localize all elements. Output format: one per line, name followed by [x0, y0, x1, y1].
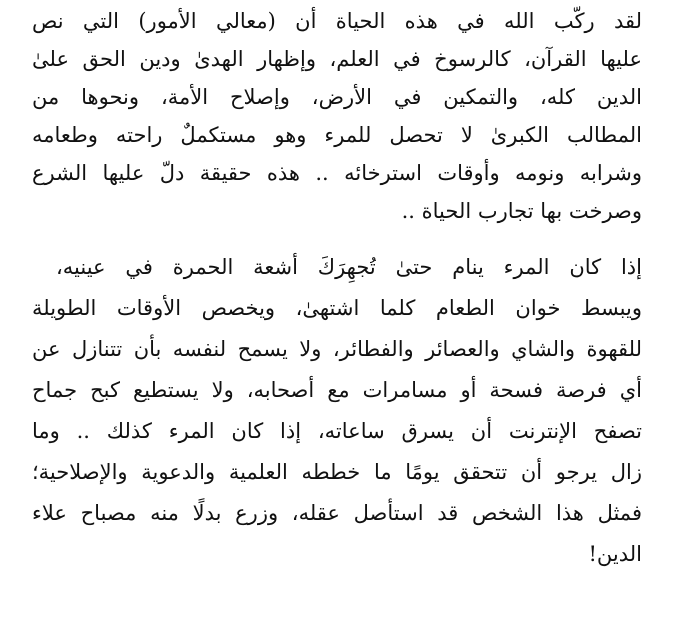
text-line: عليها القرآن، كالرسوخ في العلم، وإظهار الهدىٰ ودين الحق علىٰ	[32, 47, 642, 71]
text-line: ويبسط خوان الطعام كلما اشتهىٰ، ويخصص الأوقات الطويلة	[32, 296, 642, 320]
text-line: للقهوة والشاي والعصائر والفطائر، ولا يسمح لنفسه بأن تتنازل عن	[32, 337, 642, 361]
text-line: وشرابه ونومه وأوقات استرخائه .. هذه حقيقة دلّ عليها الشرع	[32, 161, 642, 185]
text-line: الدين!	[588, 542, 642, 566]
text-line: وصرخت بها تجارب الحياة ..	[401, 199, 642, 223]
text-line: إذا كان المرء ينام حتىٰ تُجهِرَكَ أشعة الحمرة في عينيه،	[56, 255, 642, 279]
text-line: أي فرصة فسحة أو مسامرات مع أصحابه، ولا يستطيع كبح جماح	[32, 378, 642, 402]
text-line: لقد ركّب الله في هذه الحياة أن (معالي الأمور) التي نص	[32, 9, 642, 33]
text-line: فمثل هذا الشخص قد استأصل عقله، وزرع بدلًا منه مصباح علاء	[32, 501, 642, 525]
text-line: تصفح الإنترنت أن يسرق ساعاته، إذا كان المرء كذلك .. وما	[32, 419, 642, 443]
text-line: زال يرجو أن تتحقق يومًا ما خططه العلمية والدعوية والإصلاحية؛	[32, 460, 642, 484]
text-line: الدين كله، والتمكين في الأرض، وإصلاح الأمة، ونحوها من	[32, 85, 642, 109]
text-line: المطالب الكبرىٰ لا تحصل للمرء وهو مستكملٌ راحته وطعامه	[32, 123, 642, 147]
